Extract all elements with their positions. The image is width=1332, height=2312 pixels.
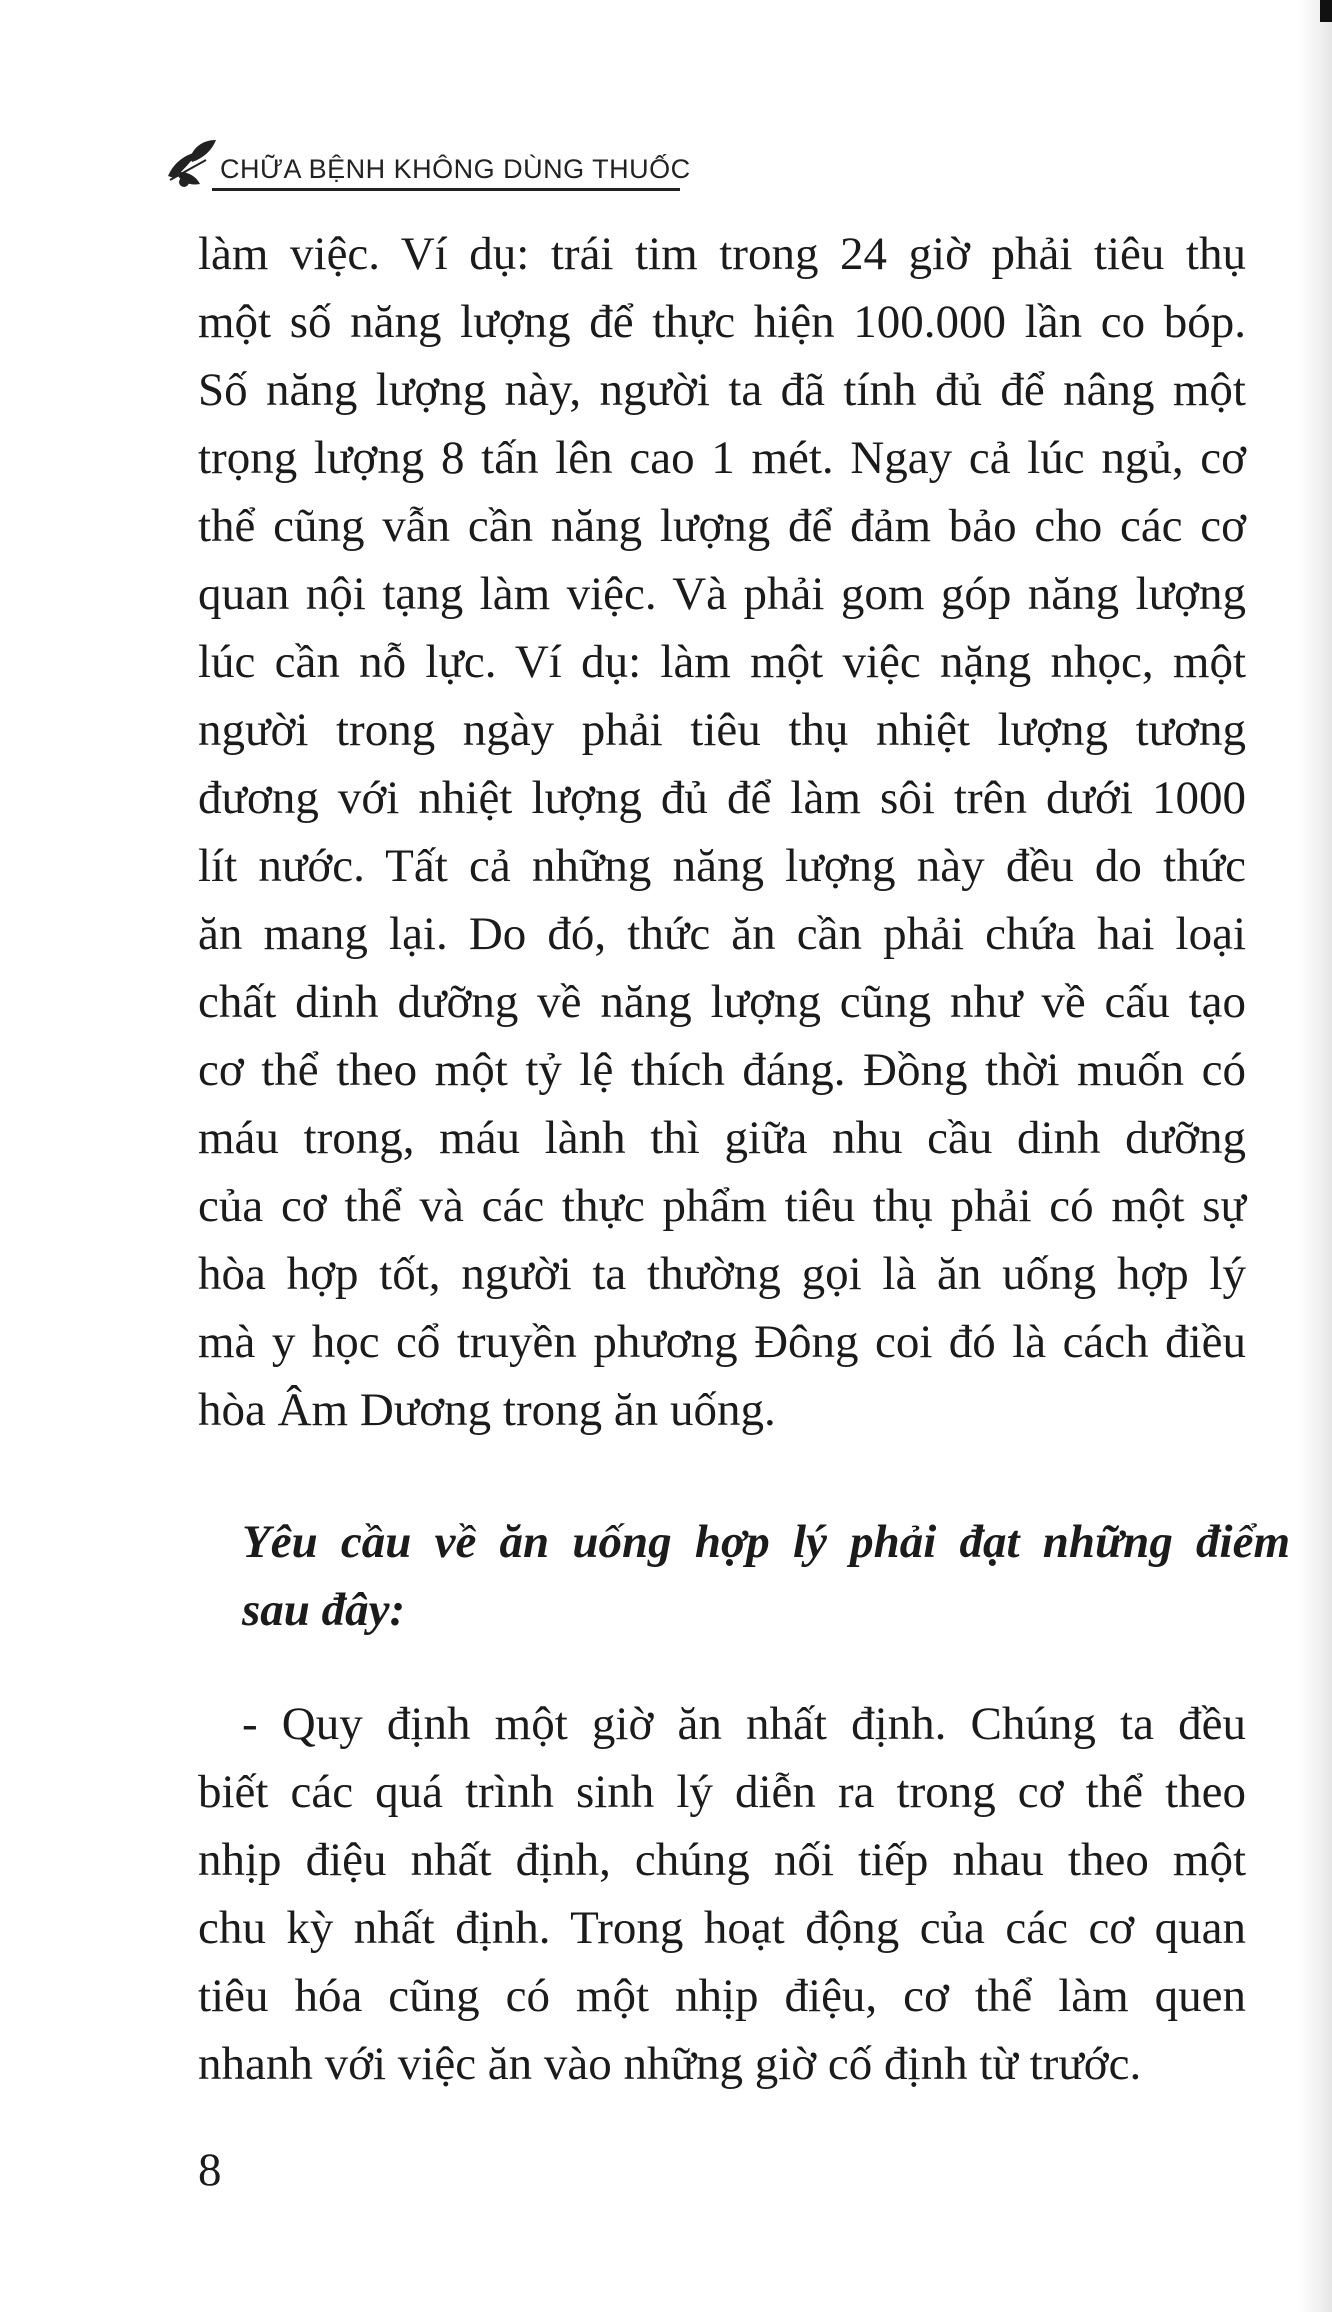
text-line: máu trong, máu lành thì giữa nhu cầu dinh dưỡng — [198, 1112, 1246, 1164]
body-paragraph-2 — [198, 1690, 1246, 2098]
text-line: nhanh với việc ăn vào những giờ cố định từ trước. — [198, 2038, 1142, 2090]
text-line: thể cũng vẫn cần năng lượng để đảm bảo cho các cơ — [198, 500, 1246, 552]
text-line: ăn mang lại. Do đó, thức ăn cần phải chứa hai loại — [198, 908, 1246, 960]
text-line: Số năng lượng này, người ta đã tính đủ để nâng một — [198, 364, 1246, 416]
page-edge — [1298, 0, 1332, 2312]
running-header — [160, 132, 691, 192]
body-paragraph-1 — [198, 220, 1246, 1444]
text-line: biết các quá trình sinh lý diễn ra trong cơ thể theo — [198, 1766, 1246, 1818]
text-line: của cơ thể và các thực phẩm tiêu thụ phải có một sự — [198, 1180, 1246, 1232]
text-line: cơ thể theo một tỷ lệ thích đáng. Đồng thời muốn có — [198, 1044, 1246, 1096]
running-header-title: CHỮA BỆNH KHÔNG DÙNG THUỐC — [220, 154, 691, 184]
text-line: quan nội tạng làm việc. Và phải gom góp năng lượng — [198, 568, 1246, 620]
text-line: mà y học cổ truyền phương Đông coi đó là cách điều — [198, 1316, 1246, 1368]
text-line: - Quy định một giờ ăn nhất định. Chúng ta đều — [242, 1698, 1246, 1750]
text-line: lít nước. Tất cả những năng lượng này đều do thức — [198, 840, 1246, 892]
header-underline — [212, 188, 680, 191]
page-edge-mark — [1320, 0, 1332, 22]
text-line: làm việc. Ví dụ: trái tim trong 24 giờ phải tiêu thụ — [198, 228, 1246, 280]
text-line: đương với nhiệt lượng đủ để làm sôi trên dưới 1000 — [198, 772, 1246, 824]
text-line: trọng lượng 8 tấn lên cao 1 mét. Ngay cả lúc ngủ, cơ — [198, 432, 1246, 484]
text-line: lúc cần nỗ lực. Ví dụ: làm một việc nặng nhọc, một — [198, 636, 1246, 688]
leaf-ornament-icon — [160, 132, 220, 192]
text-line: chất dinh dưỡng về năng lượng cũng như về cấu tạo — [198, 976, 1246, 1028]
text-line: nhịp điệu nhất định, chúng nối tiếp nhau theo một — [198, 1834, 1246, 1886]
section-heading — [198, 1508, 1290, 1644]
text-line: hòa Âm Dương trong ăn uống. — [198, 1384, 776, 1436]
heading-line: Yêu cầu về ăn uống hợp lý phải đạt những điểm — [242, 1516, 1290, 1568]
heading-line: sau đây: — [242, 1584, 406, 1636]
text-line: hòa hợp tốt, người ta thường gọi là ăn uống hợp lý — [198, 1248, 1246, 1300]
text-line: một số năng lượng để thực hiện 100.000 lần co bóp. — [198, 296, 1246, 348]
text-line: người trong ngày phải tiêu thụ nhiệt lượng tương — [198, 704, 1246, 756]
text-line: chu kỳ nhất định. Trong hoạt động của các cơ quan — [198, 1902, 1246, 1954]
text-line: tiêu hóa cũng có một nhịp điệu, cơ thể làm quen — [198, 1970, 1246, 2022]
page-number: 8 — [198, 2144, 222, 2196]
